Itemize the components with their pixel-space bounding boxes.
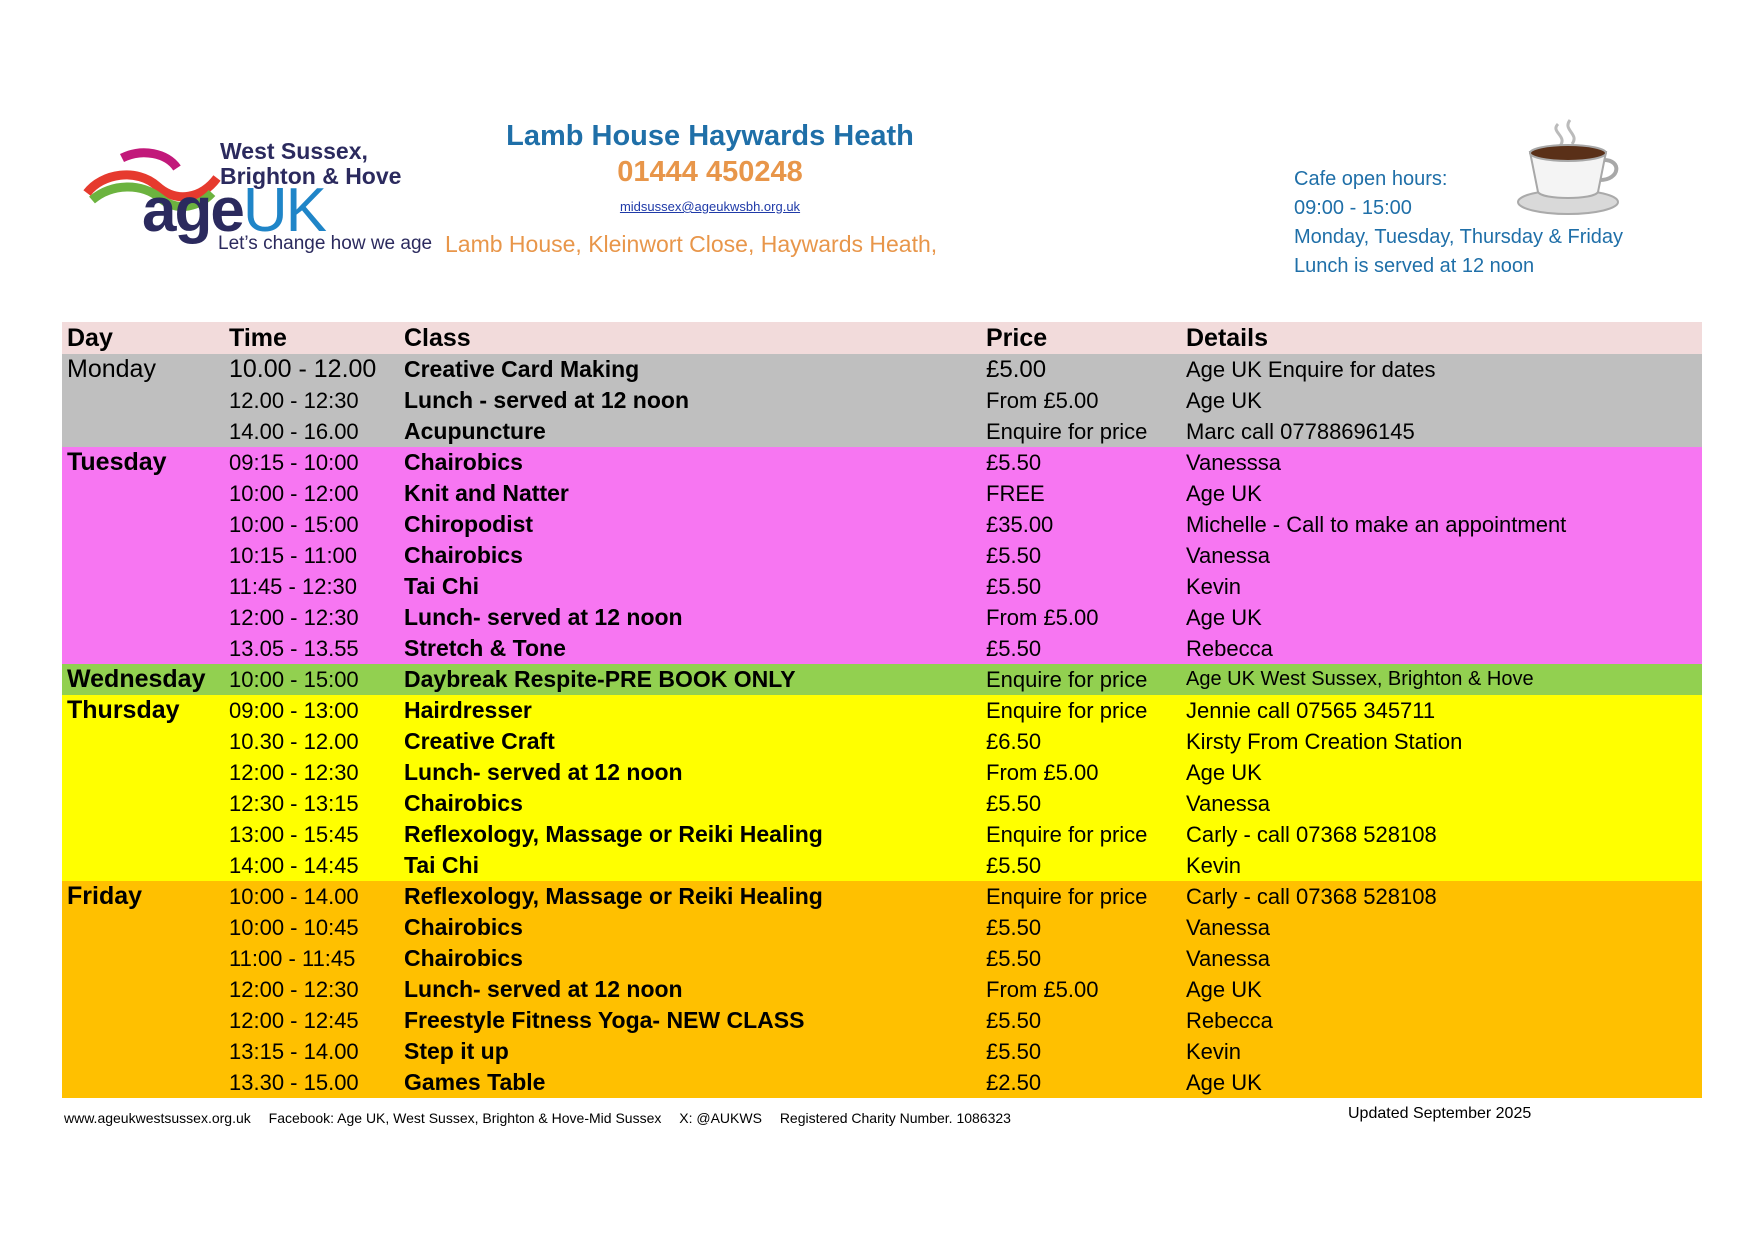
price-cell: £5.50 [981,633,1181,664]
table-row [62,850,1702,881]
day-cell [62,788,224,819]
address: Lamb House, Kleinwort Close, Haywards Heath, [445,231,938,257]
friday-group [62,881,1702,1098]
time-cell: 13.05 - 13.55 [224,633,399,664]
details-cell: Carly - call 07368 528108 [1181,881,1702,912]
details-cell: Vanessa [1181,788,1702,819]
details-cell: Vanessa [1181,540,1702,571]
logo-tagline: Let’s change how we age [218,233,433,254]
price-cell: Enquire for price [981,416,1181,447]
class-cell: Acupuncture [399,416,981,447]
day-cell [62,850,224,881]
table-row [62,602,1702,633]
day-cell [62,1005,224,1036]
thursday-group [62,695,1702,881]
logo-org-line2: Brighton & Hove [220,163,402,189]
class-cell: Chairobics [399,447,981,478]
details-cell: Age UK [1181,385,1702,416]
cafe-line-2: 09:00 - 15:00 [1294,197,1412,219]
price-cell: £5.50 [981,912,1181,943]
time-cell: 12:00 - 12:30 [224,974,399,1005]
table-row [62,788,1702,819]
class-cell: Chairobics [399,943,981,974]
time-cell: 10:00 - 14.00 [224,881,399,912]
time-cell: 12.00 - 12:30 [224,385,399,416]
time-cell: 10.00 - 12.00 [224,354,399,385]
day-cell [62,1067,224,1098]
class-cell: Tai Chi [399,850,981,881]
class-cell: Chairobics [399,540,981,571]
header-class: Class [399,322,981,354]
class-cell: Games Table [399,1067,981,1098]
details-cell: Rebecca [1181,633,1702,664]
price-cell: Enquire for price [981,819,1181,850]
table-row [62,1036,1702,1067]
class-cell: Chairobics [399,788,981,819]
class-cell: Chiropodist [399,509,981,540]
price-cell: £5.50 [981,1036,1181,1067]
price-cell: Enquire for price [981,664,1181,695]
table-row [62,447,1702,478]
price-cell: £35.00 [981,509,1181,540]
price-cell: From £5.00 [981,602,1181,633]
class-cell: Chairobics [399,912,981,943]
table-row [62,819,1702,850]
page-title: Lamb House Haywards Heath [506,120,914,152]
time-cell: 10.30 - 12.00 [224,726,399,757]
header-day: Day [62,322,224,354]
time-cell: 09:15 - 10:00 [224,447,399,478]
table-row [62,385,1702,416]
price-cell: £5.50 [981,571,1181,602]
class-cell: Freestyle Fitness Yoga- NEW CLASS [399,1005,981,1036]
price-cell: £5.50 [981,540,1181,571]
price-cell: From £5.00 [981,385,1181,416]
table-row [62,478,1702,509]
time-cell: 12:00 - 12:45 [224,1005,399,1036]
time-cell: 13:00 - 15:45 [224,819,399,850]
price-cell: £5.50 [981,1005,1181,1036]
details-cell: Marc call 07788696145 [1181,416,1702,447]
time-cell: 12:00 - 12:30 [224,602,399,633]
footer [64,1110,1025,1126]
class-cell: Stretch & Tone [399,633,981,664]
table-row [62,354,1702,385]
price-cell: £2.50 [981,1067,1181,1098]
time-cell: 10:15 - 11:00 [224,540,399,571]
class-schedule-table [62,322,1702,1098]
tuesday-group [62,447,1702,664]
table-row [62,416,1702,447]
header-price: Price [981,322,1181,354]
time-cell: 13.30 - 15.00 [224,1067,399,1098]
day-cell: Monday [62,354,224,385]
day-cell [62,385,224,416]
details-cell: Carly - call 07368 528108 [1181,819,1702,850]
table-row [62,695,1702,726]
class-cell: Creative Craft [399,726,981,757]
day-cell [62,633,224,664]
table-row [62,881,1702,912]
day-cell [62,1036,224,1067]
x-handle: X: @AUKWS [679,1110,762,1126]
table-row [62,974,1702,1005]
details-cell: Age UK [1181,974,1702,1005]
details-cell: Age UK [1181,478,1702,509]
day-cell [62,571,224,602]
details-cell: Kevin [1181,571,1702,602]
monday-group [62,354,1702,447]
details-cell: Rebecca [1181,1005,1702,1036]
time-cell: 14:00 - 14:45 [224,850,399,881]
time-cell: 10:00 - 12:00 [224,478,399,509]
facebook-text: Facebook: Age UK, West Sussex, Brighton & Hove-Mid Sussex [268,1110,662,1126]
price-cell: £5.50 [981,447,1181,478]
class-cell: Tai Chi [399,571,981,602]
time-cell: 11:45 - 12:30 [224,571,399,602]
day-cell [62,757,224,788]
day-cell [62,726,224,757]
logo-brand-uk: UK [242,176,325,245]
class-cell: Lunch- served at 12 noon [399,974,981,1005]
wednesday-group [62,664,1702,695]
class-cell: Step it up [399,1036,981,1067]
class-cell: Lunch - served at 12 noon [399,385,981,416]
header-details: Details [1181,322,1702,354]
cafe-line-1: Cafe open hours: [1294,168,1448,190]
price-cell: From £5.00 [981,974,1181,1005]
table-row [62,571,1702,602]
table-row [62,912,1702,943]
details-cell: Michelle - Call to make an appointment [1181,509,1702,540]
class-cell: Hairdresser [399,695,981,726]
day-cell [62,602,224,633]
phone-number: 01444 450248 [617,156,803,188]
details-cell: Kevin [1181,1036,1702,1067]
details-cell: Vanesssa [1181,447,1702,478]
details-cell: Age UK Enquire for dates [1181,354,1702,385]
price-cell: £5.00 [981,354,1181,385]
updated-date: Updated September 2025 [1348,1105,1532,1122]
class-cell: Reflexology, Massage or Reiki Healing [399,881,981,912]
coffee-cup-icon [1510,116,1620,216]
price-cell: £5.50 [981,850,1181,881]
time-cell: 10:00 - 15:00 [224,664,399,695]
details-cell: Age UK [1181,1067,1702,1098]
cafe-line-3: Monday, Tuesday, Thursday & Friday [1294,226,1624,248]
details-cell: Age UK [1181,757,1702,788]
cafe-line-4: Lunch is served at 12 noon [1294,255,1535,277]
details-cell: Kirsty From Creation Station [1181,726,1702,757]
table-row [62,1005,1702,1036]
price-cell: From £5.00 [981,757,1181,788]
table-row [62,726,1702,757]
time-cell: 11:00 - 11:45 [224,943,399,974]
age-uk-logo [82,138,442,258]
details-cell: Vanessa [1181,912,1702,943]
price-cell: £6.50 [981,726,1181,757]
details-cell: Jennie call 07565 345711 [1181,695,1702,726]
day-cell: Wednesday [62,664,224,695]
day-cell: Friday [62,881,224,912]
day-cell [62,540,224,571]
table-row [62,509,1702,540]
table-row [62,664,1702,695]
time-cell: 10:00 - 15:00 [224,509,399,540]
details-cell: Kevin [1181,850,1702,881]
time-cell: 09:00 - 13:00 [224,695,399,726]
class-cell: Daybreak Respite-PRE BOOK ONLY [399,664,981,695]
day-cell [62,912,224,943]
class-cell: Lunch- served at 12 noon [399,602,981,633]
class-cell: Reflexology, Massage or Reiki Healing [399,819,981,850]
class-cell: Creative Card Making [399,354,981,385]
class-cell: Lunch- served at 12 noon [399,757,981,788]
price-cell: FREE [981,478,1181,509]
time-cell: 12:30 - 13:15 [224,788,399,819]
details-cell: Vanessa [1181,943,1702,974]
time-cell: 13:15 - 14.00 [224,1036,399,1067]
price-cell: £5.50 [981,943,1181,974]
table-header-row [62,322,1702,354]
day-cell [62,819,224,850]
day-cell [62,974,224,1005]
day-cell [62,478,224,509]
day-cell [62,943,224,974]
charity-number: Registered Charity Number. 1086323 [779,1110,1011,1126]
day-cell: Thursday [62,695,224,726]
header-time: Time [224,322,399,354]
price-cell: £5.50 [981,788,1181,819]
logo-brand-text: ageUK [142,176,325,245]
table-row [62,1067,1702,1098]
table-row [62,540,1702,571]
price-cell: Enquire for price [981,695,1181,726]
time-cell: 12:00 - 12:30 [224,757,399,788]
day-cell [62,509,224,540]
logo-org-line1: West Sussex, [220,138,368,164]
time-cell: 14.00 - 16.00 [224,416,399,447]
table-row [62,943,1702,974]
price-cell: Enquire for price [981,881,1181,912]
website-link[interactable]: www.ageukwestsussex.org.uk [64,1110,251,1126]
day-cell: Tuesday [62,447,224,478]
time-cell: 10:00 - 10:45 [224,912,399,943]
table-row [62,633,1702,664]
email-link[interactable]: midsussex@ageukwsbh.org.uk [619,199,801,214]
class-cell: Knit and Natter [399,478,981,509]
table-row [62,757,1702,788]
details-cell: Age UK West Sussex, Brighton & Hove [1181,664,1702,695]
details-cell: Age UK [1181,602,1702,633]
day-cell [62,416,224,447]
